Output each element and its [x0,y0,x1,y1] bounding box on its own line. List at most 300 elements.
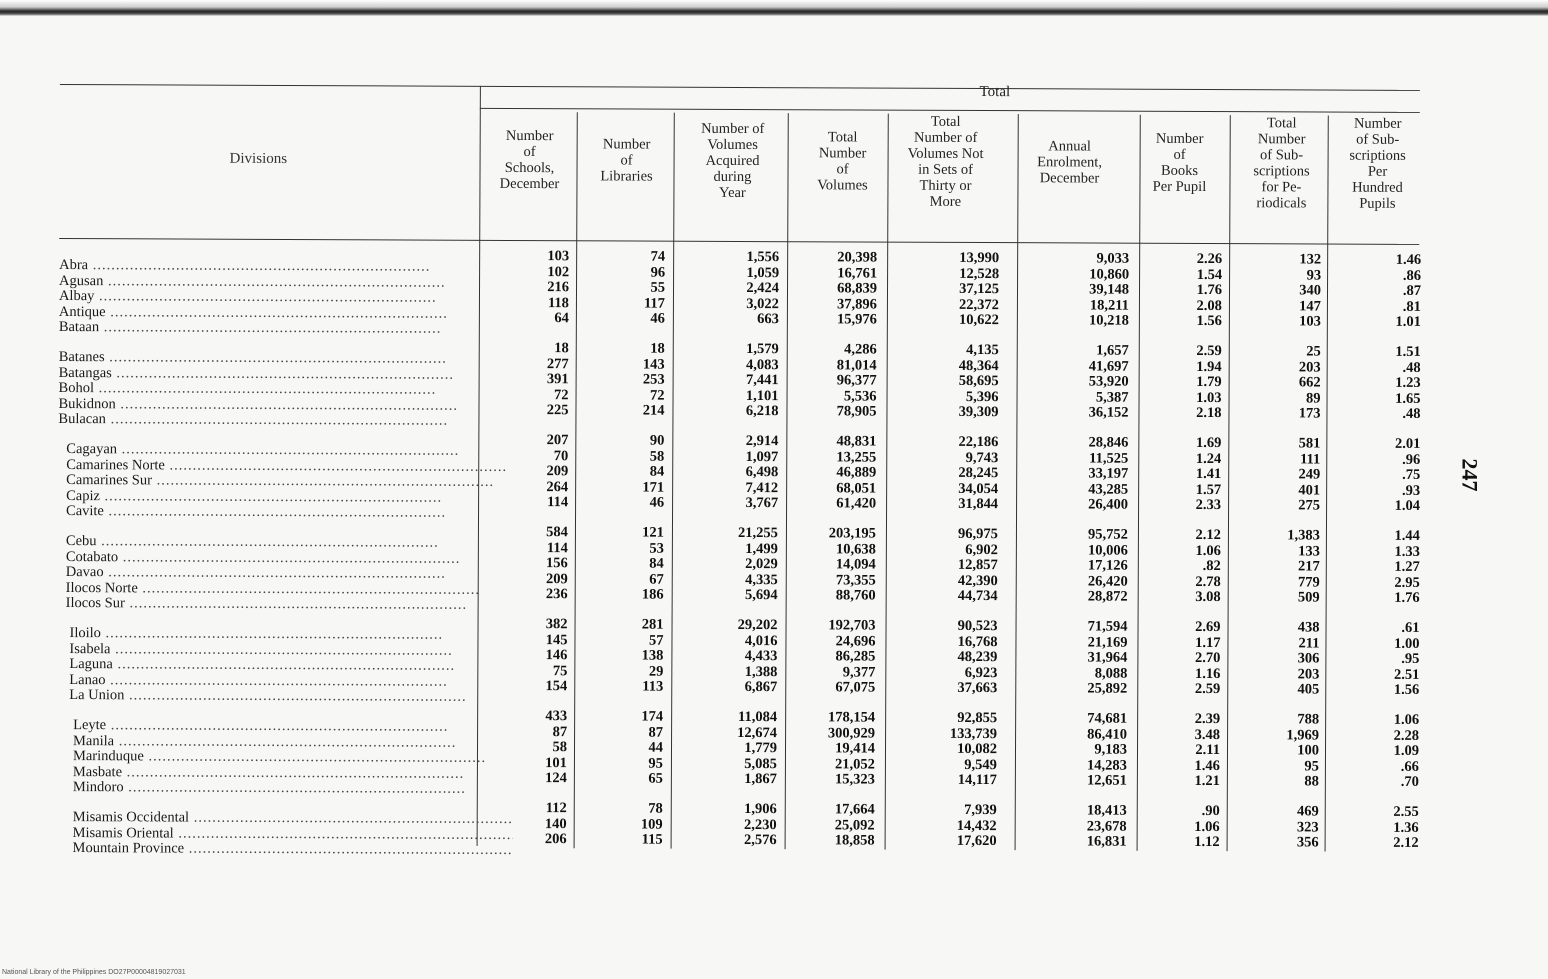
table-cell: 209 [545,570,568,587]
table-cell: 95,752 [1088,526,1128,543]
table-cell: 192,703 [828,617,876,634]
table-cell: 1,657 [1096,342,1129,359]
table-cell: 13,255 [836,448,877,466]
table-cell: 584 [546,524,568,541]
division-name: Bukidnon ..... [58,394,498,414]
table-cell: 67,075 [835,679,876,696]
table-cell: .86 [1402,267,1422,284]
table-cell: 277 [546,355,569,372]
table-cell: 9,743 [965,449,999,466]
table-cell: 124 [545,770,567,787]
table-cell: 405 [1297,681,1320,698]
table-cell: 41,697 [1088,357,1129,375]
division-name: Abra ..... [59,256,499,276]
table-cell: 281 [641,616,664,633]
table-cell: 3.48 [1194,726,1221,743]
table-cell: 1.00 [1394,635,1420,652]
table-cell: 4,335 [745,571,778,588]
column-header-line: Number of [701,120,765,138]
table-cell: 1,969 [1286,726,1320,744]
division-name: Cotabato ..... [66,548,506,568]
table-cell: 48,831 [836,433,877,450]
table-cell: 9,377 [842,663,876,681]
table-cell: 10,082 [957,740,998,758]
table-cell: 68,051 [836,479,877,497]
table-cell: 356 [1296,834,1319,851]
table-cell: 253 [642,371,665,388]
division-name: Batangas ..... [59,363,499,383]
table-cell: 23,678 [1086,817,1127,835]
table-cell: 211 [1298,634,1320,652]
table-cell: 100 [1297,742,1320,759]
table-cell: 58 [552,739,568,756]
table-cell: .82 [1202,557,1221,575]
column-header-line: scriptions [1253,163,1310,180]
table-cell: 2.39 [1194,710,1221,728]
division-name: Mountain Province ..... [73,839,513,859]
table-cell: 6,218 [745,402,779,420]
table-cell: 1.09 [1393,742,1420,759]
table-cell: 1.21 [1194,772,1220,790]
table-cell: 1.27 [1394,558,1420,575]
table-cell: 663 [757,311,779,328]
table-cell: 19,414 [835,740,876,757]
table-cell: 25,092 [834,816,875,834]
table-cell: 112 [545,800,567,817]
table-cell: 209 [546,463,569,480]
table-cell: 78 [648,800,663,817]
column-header-line: Libraries [600,168,653,185]
table-cell: 249 [1298,466,1321,483]
table-cell: 145 [545,631,568,648]
table-cell: 46 [649,494,665,511]
table-cell: 132 [1299,251,1322,268]
table-cell: 1.23 [1395,374,1421,391]
table-cell: 90,523 [957,617,998,635]
table-cell: 9,549 [964,756,997,773]
table-cell: 17,620 [956,832,997,850]
table-cell: 2.59 [1196,342,1222,360]
column-divider [671,113,675,849]
column-header-line: Number [602,136,651,153]
table-cell: 2.28 [1393,727,1420,744]
division-name: Laguna ..... [69,655,509,675]
table-cell: .96 [1402,451,1421,468]
table-cell: 10,860 [1089,265,1130,283]
column-header-5 [890,114,1000,210]
table-cell: 236 [545,586,568,603]
table-cell: .81 [1402,298,1421,315]
column-header-line: Volumes [707,136,758,154]
table-cell: 2.26 [1196,250,1223,268]
table-cell: 14,283 [1087,756,1127,774]
column-header-3 [682,121,782,201]
table-cell: 178,154 [827,709,876,726]
column-header-line: during [713,168,752,186]
table-cell: 207 [546,432,569,449]
column-header-line: Number [1155,130,1204,147]
table-cell: 2.01 [1394,435,1421,452]
column-header-line: Books [1160,162,1199,179]
table-cell: 140 [544,815,567,832]
table-cell: 1.17 [1195,634,1221,651]
division-name: Batanes ..... [59,348,499,368]
table-cell: 7,939 [964,801,997,819]
table-cell: 72 [554,386,569,403]
division-name: Masbate ..... [73,763,513,783]
table-cell: 1.65 [1395,390,1421,407]
table-cell: 1,101 [745,387,779,404]
column-header-line: Volumes Not [907,145,984,163]
column-header-2 [586,136,666,184]
table-cell: 2.55 [1393,803,1419,820]
table-cell: 37,125 [959,280,1000,298]
table-cell: 306 [1297,650,1320,667]
table-cell: 92,855 [957,709,998,727]
column-header-line: of [1173,146,1186,163]
table-cell: 2.70 [1195,649,1221,667]
column-header-line: Hundred [1352,179,1403,196]
column-header-line: Volumes [817,177,868,194]
table-cell: 18,413 [1086,802,1127,819]
table-cell: 15,323 [834,771,875,788]
table-cell: 2.08 [1196,297,1222,314]
column-header-line: Enrolment, [1037,154,1103,171]
table-cell: 133 [1298,542,1320,560]
division-name: Misamis Occidental ..... [73,808,513,828]
table-cell: 13,990 [959,249,1000,267]
table-cell: 171 [642,479,665,496]
table-cell: 55 [650,279,666,296]
table-cell: .75 [1402,466,1421,483]
table-cell: 18 [554,340,569,357]
table-cell: 58,695 [958,372,999,390]
table-cell: 115 [641,831,663,848]
table-cell: 20,398 [837,249,878,266]
column-divider [1015,114,1019,850]
division-name: Cebu ..... [66,532,506,552]
table-cell: 87 [552,723,568,740]
table-cell: 9,033 [1096,250,1130,267]
table-cell: 113 [642,678,664,695]
table-cell: 4,083 [746,356,779,373]
table-cell: 2,029 [745,555,778,573]
column-header-line: Annual [1048,138,1092,155]
table-cell: 53 [649,540,664,557]
column-header-line: Number [818,145,867,162]
table-cell: 214 [642,402,665,419]
table-cell: 1.06 [1194,818,1220,835]
table-cell: 12,528 [959,265,1000,282]
division-name: Camarines Sur ..... [66,471,506,491]
table-cell: 24,696 [835,632,876,650]
division-name: Lanao ..... [69,671,509,691]
table-cell: 101 [545,754,567,771]
table-cell: 173 [1298,405,1321,422]
table-cell: 44,734 [957,587,998,605]
table-cell: 114 [547,494,569,511]
table-cell: 1.12 [1194,833,1220,851]
table-cell: 103 [547,248,570,265]
table-cell: .48 [1402,359,1421,376]
table-cell: 15,976 [836,311,877,328]
table-cell: 11,084 [738,708,778,726]
table-cell: 21,052 [835,755,875,773]
table-cell: 67 [649,571,664,588]
table-cell: 1.44 [1394,527,1420,544]
division-name: Camarines Norte ..... [66,456,506,476]
column-header-line: Per [1367,163,1388,180]
column-header-line: More [929,193,962,210]
table-cell: 25 [1306,343,1321,360]
column-header-4 [797,129,887,193]
division-name: Isabela ..... [69,640,509,660]
table-cell: 7,441 [745,371,779,389]
table-cell: 469 [1296,803,1319,820]
table-cell: 788 [1297,711,1320,728]
column-rules [60,62,1430,68]
table-cell: 4,135 [966,341,999,359]
table-cell: 1.01 [1395,313,1421,330]
table-cell: 58 [649,448,665,465]
table-cell: 2.78 [1195,573,1221,590]
table-cell: 1.24 [1195,450,1222,467]
table-cell: 64 [554,310,569,327]
table-cell: 2.51 [1393,666,1420,683]
table-cell: 53,920 [1088,373,1129,390]
table-cell: 5,396 [965,388,999,405]
table-cell: 1,579 [746,340,779,358]
table-cell: 14,117 [957,771,997,789]
table-cell: 43,285 [1088,480,1129,498]
table-cell: 95 [648,755,663,772]
table-cell: 2,576 [743,831,777,849]
table-cell: 1,097 [745,448,779,465]
table-cell: 81,014 [836,356,877,374]
table-cell: 1.79 [1196,373,1222,391]
column-header-line: Number [1257,131,1306,148]
table-cell: 46 [650,310,665,327]
table-cell: 401 [1298,481,1321,499]
table-cell: 203 [1298,358,1321,376]
column-header-line: Schools, [504,159,555,177]
table-cell: 18 [650,340,665,357]
table-cell: 28,245 [958,464,999,482]
total-rule [480,108,1420,113]
table-cell: 34,054 [958,480,999,497]
table-cell: 2,914 [745,432,779,450]
table-cell: 2,424 [746,279,780,297]
table-cell: 37,663 [957,679,998,697]
column-header-6 [1014,138,1124,186]
table-cell: 22,186 [958,433,999,451]
header-bottom-rule [59,238,1419,245]
table-cell: 16,768 [957,633,998,650]
table-cell: 225 [546,402,569,419]
table-cell: 1.57 [1195,481,1222,498]
column-header-line: Total [1266,115,1297,132]
table-cell: .48 [1402,405,1421,422]
table-cell: 1.33 [1394,543,1420,560]
table-cell: 3,767 [745,494,779,512]
table-cell: 21,169 [1087,633,1128,651]
column-header-line: of [523,144,536,161]
table-cell: 117 [643,295,665,312]
table-cell: 1.94 [1196,358,1222,375]
division-name: Ilocos Sur ..... [66,594,506,614]
column-header-line: Total [827,129,858,146]
table-cell: 1.36 [1393,819,1419,836]
table-cell: 1.16 [1194,665,1221,682]
table-cell: .95 [1401,650,1420,667]
table-cell: 96,377 [836,372,877,389]
table-cell: 21,255 [738,524,778,542]
table-cell: 9,183 [1094,741,1128,758]
table-cell: 5,536 [843,387,877,405]
table-cell: 323 [1296,818,1319,835]
statistics-table [57,62,1430,868]
table-cell: 26,400 [1088,496,1129,513]
table-cell: 1.46 [1194,757,1220,774]
table-cell: 8,088 [1094,665,1128,682]
column-header-line: scriptions [1349,147,1406,164]
table-cell: .61 [1401,619,1420,636]
table-cell: .70 [1400,773,1419,790]
table-cell: 88 [1304,773,1319,790]
column-header-line: Year [719,184,746,201]
table-cell: 111 [1300,450,1321,468]
division-name: Manila ..... [73,732,513,752]
table-cell: 581 [1298,435,1321,452]
table-cell: 68,839 [837,280,878,297]
table-cell: 1,388 [744,663,778,680]
division-name: Marinduque ..... [73,747,513,767]
division-name: Misamis Oriental ..... [73,824,513,844]
column-header-1 [486,128,572,192]
column-header-line: Thirty or [919,177,972,194]
table-cell: 1.46 [1395,251,1422,268]
table-cell: 48,364 [958,357,999,374]
column-header-line: riodicals [1256,195,1307,212]
table-cell: 300,929 [827,724,876,742]
table-cell: 6,923 [964,664,998,681]
table-cell: 147 [1299,297,1321,315]
table-cell: 154 [545,678,568,695]
division-name: Capiz ..... [66,487,506,507]
division-name: Iloilo ..... [69,624,509,644]
table-cell: 1.76 [1394,589,1420,606]
table-cell: 31,964 [1087,649,1128,666]
table-cell: 1.06 [1195,542,1221,559]
table-cell: 84 [649,555,664,572]
table-cell: 96 [650,264,666,281]
column-header-line: December [499,175,560,193]
division-name: Bataan ..... [59,318,499,338]
division-name: Antique ..... [59,302,499,322]
scan-footer: National Library of the Philippines DO27P00004819027031 [2,969,186,976]
table-cell: 28,846 [1088,434,1129,451]
column-header-line: Number of [914,129,978,147]
table-cell: 662 [1298,374,1321,391]
column-header-line: Number [1353,115,1402,132]
column-header-line: of [620,152,633,169]
table-cell: .87 [1402,282,1422,299]
column-header-line: of [836,161,849,178]
table-cell: 96,975 [958,525,998,543]
table-cell: 340 [1299,282,1322,299]
table-cell: 174 [641,708,664,725]
table-cell: 10,622 [958,311,999,329]
column-header-line: for Pe- [1261,179,1302,196]
table-cell: .93 [1401,482,1421,499]
table-cell: 48,239 [957,648,998,666]
table-cell: 29,202 [737,616,778,634]
table-cell: 1,059 [746,264,780,281]
table-cell: 186 [641,586,664,603]
table-cell: 17,126 [1087,557,1128,574]
table-cell: 6,867 [744,678,778,696]
table-cell: 44 [648,739,664,756]
table-cell: 1,779 [744,739,778,757]
table-cell: 7,412 [745,479,779,496]
table-cell: 118 [547,294,569,311]
table-cell: 10,218 [1088,312,1129,329]
table-cell: 3.08 [1195,588,1221,606]
table-cell: 146 [545,647,568,664]
column-header-8 [1239,115,1323,211]
table-cell: 28,872 [1087,588,1128,605]
table-cell: 3,022 [746,295,779,312]
table-cell: 75 [552,662,568,679]
column-header-line: in Sets of [918,161,973,178]
column-header-7 [1137,131,1221,195]
table-cell: 1.76 [1196,281,1223,299]
table-cell: 1.51 [1395,343,1421,360]
table-cell: 1.56 [1393,681,1420,698]
table-cell: 133,739 [949,725,998,742]
column-header-line: December [1039,170,1100,187]
table-cell: 78,905 [836,403,877,420]
table-cell: .66 [1400,758,1419,775]
table-cell: 1.69 [1195,434,1222,452]
table-cell: 74 [650,248,666,265]
table-cell: 16,831 [1086,833,1127,850]
division-name: Leyte ..... [73,716,513,736]
column-header-line: Acquired [705,152,760,170]
table-cell: 5,085 [744,755,777,772]
total-heading: Total [979,84,1011,101]
table-cell: 382 [545,616,568,633]
table-cell: 72 [650,387,665,404]
table-cell: 206 [544,831,567,848]
table-cell: 37,896 [837,295,877,313]
table-cell: 1,906 [744,800,777,818]
division-name: Agusan ..... [59,271,499,291]
table-cell: 2.95 [1394,574,1420,591]
table-cell: 1,867 [744,770,777,788]
table-cell: 16,761 [837,264,878,282]
table-cell: 93 [1306,266,1322,284]
table-cell: 2.59 [1194,680,1221,698]
division-name: La Union ..... [69,686,509,706]
table-cell: 6,902 [965,541,998,558]
table-cell: 5,694 [745,586,778,604]
table-cell: 779 [1297,573,1320,591]
table-cell: 61,420 [836,495,877,512]
table-cell: 1.03 [1196,389,1222,406]
table-cell: 264 [546,478,569,495]
table-cell: 2.18 [1196,404,1222,422]
